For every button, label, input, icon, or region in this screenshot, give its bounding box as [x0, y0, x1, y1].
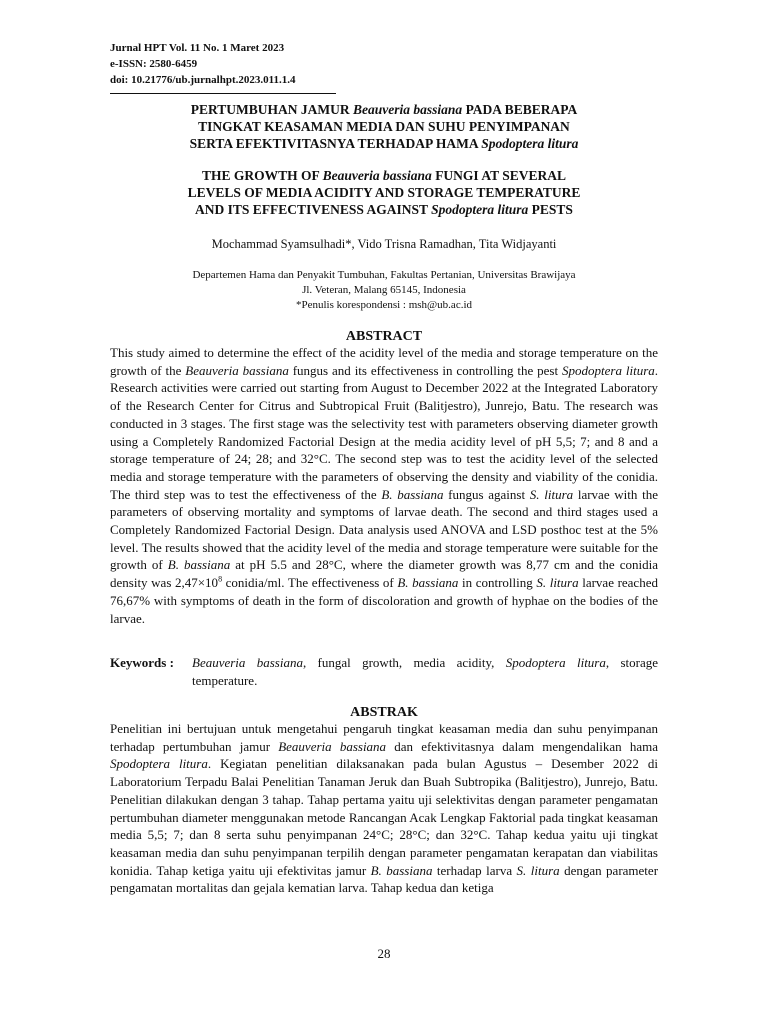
abstrak-text: terhadap larva	[432, 862, 517, 878]
abstract-text: larvae with the parameters of observing mortality and symptoms of larvae death. The second and third stages used a Completely Randomized Factorial Design. Data analysis used ANOVA and LSD posthoc test at the 5% level. The results showed that the acidity level of the media and storage temperature were suitable for the growth of	[110, 486, 658, 573]
title-id-species: Beauveria bassiana	[353, 102, 463, 117]
title-indonesian	[110, 101, 658, 152]
affiliation-address: Jl. Veteran, Malang 65145, Indonesia	[302, 284, 466, 296]
title-english	[110, 167, 658, 218]
abstract-text: fungus against	[443, 486, 530, 502]
journal-header	[110, 40, 296, 88]
abstract-italic: Beauveria bassiana	[185, 362, 289, 378]
title-id-pest: Spodoptera litura	[481, 136, 579, 151]
abstract-english-body	[110, 344, 658, 627]
abstract-indonesian-body	[110, 720, 658, 897]
abstrak-italic: Beauveria bassiana	[278, 738, 387, 754]
abstract-italic: Spodoptera litura	[562, 362, 655, 378]
title-en-text: FUNGI AT SEVERAL	[431, 168, 566, 183]
abstrak-heading: ABSTRAK	[350, 705, 418, 720]
journal-doi: doi: 10.21776/ub.jurnalhpt.2023.011.1.4	[110, 74, 296, 86]
title-id-text: PERTUMBUHAN JAMUR	[190, 102, 354, 117]
abstract-text: This study aimed to determine the effect of the acidity level of the media and storage temperature on the growth of the	[110, 345, 658, 378]
title-en-line-2: LEVELS OF MEDIA ACIDITY AND STORAGE TEMPERATURE	[187, 185, 581, 200]
title-id-text: SERTA EFEKTIVITASNYA TERHADAP HAMA	[189, 136, 482, 151]
abstract-heading: ABSTRACT	[345, 329, 423, 344]
abstrak-text: dan efektivitasnya dalam mengendalikan hama	[386, 738, 658, 754]
correspondence-email: *Penulis korespondensi : msh@ub.ac.id	[295, 299, 473, 311]
abstract-text: larvae reached 76,67% with symptoms of death in the form of discoloration and growth of hyphae on the bodies of the larvae.	[110, 575, 658, 626]
affiliation	[110, 268, 658, 313]
abstrak-italic: S. litura	[516, 862, 560, 878]
abstract-text: at pH 5.5 and 28°C, where the diameter growth was 8,77 cm and the conidia density was 2,47×10	[110, 557, 658, 591]
keyword-text: , storage temperature.	[192, 655, 658, 688]
abstract-text: in controlling	[458, 575, 537, 591]
abstract-text: conidia/ml. The effectiveness of	[222, 575, 398, 591]
title-en-text: AND ITS EFFECTIVENESS AGAINST	[195, 202, 432, 217]
header-divider	[110, 93, 336, 94]
author-list: Mochammad Syamsulhadi*, Vido Trisna Ramadhan, Tita Widjayanti	[211, 237, 557, 251]
keywords-list	[192, 654, 658, 690]
keyword-text: , fungal growth, media acidity,	[302, 655, 506, 670]
keyword-italic: Spodoptera litura	[505, 655, 606, 670]
abstract-text: fungus and its effectiveness in controlling the pest	[288, 362, 563, 378]
journal-eissn: e-ISSN: 2580-6459	[110, 58, 198, 70]
abstract-italic: B. bassiana	[167, 557, 231, 573]
abstrak-italic: B. bassiana	[370, 862, 433, 878]
abstract-text: . Research activities were carried out starting from August to December 2022 at the Integrated Laboratory of the Research Center for Citrus and Subtropical Fruit (Balitjestro), Junrejo, Batu. The research was conducted in 3 stages. The first stage was the selectivity test with parameters observing diameter growth using a Completely Randomized Factorial Design at the media acidity level of pH 5,5; 7; and 8 and a storage temperature of 24; 28; and 32°C. The second step was to test the acidity level of the selected media and storage temperature with the parameters of observing the density and viability of the conidia. The third step was to test the effectiveness of the	[110, 362, 659, 502]
title-id-line-2: TINGKAT KEASAMAN MEDIA DAN SUHU PENYIMPANAN	[198, 119, 570, 134]
affiliation-dept: Departemen Hama dan Penyakit Tumbuhan, Fakultas Pertanian, Universitas Brawijaya	[192, 269, 576, 281]
title-id-text: PADA BEBERAPA	[462, 102, 578, 117]
abstract-italic: S. litura	[536, 575, 579, 591]
abstrak-italic: Spodoptera litura	[110, 756, 208, 772]
keywords-label: Keywords :	[110, 655, 174, 670]
abstrak-text: dengan parameter pengamatan mortalitas dan gejala kematian larva. Tahap kedua dan ketiga	[110, 862, 659, 896]
title-en-text: THE GROWTH OF	[202, 168, 323, 183]
title-en-species: Beauveria bassiana	[322, 168, 432, 183]
abstrak-text: Penelitian ini bertujuan untuk mengetahui pengaruh tingkat keasaman media dan suhu penyimpanan terhadap pertumbuhan jamur	[110, 721, 658, 754]
journal-name: Jurnal HPT Vol. 11 No. 1 Maret 2023	[110, 42, 285, 54]
title-en-pest: Spodoptera litura	[431, 202, 529, 217]
page-number: 28	[377, 946, 391, 961]
exponent: 8	[218, 574, 223, 584]
abstract-italic: B. bassiana	[397, 575, 459, 591]
abstract-italic: B. bassiana	[381, 486, 444, 502]
keyword-italic: Beauveria bassiana	[192, 655, 303, 670]
abstrak-text: . Kegiatan penelitian dilaksanakan pada bulan Agustus – Desember 2022 di Laboratorium Terpadu Balai Penelitian Tanaman Jeruk dan Buah Subtropika (Balitjestro), Junrejo, Batu. Penelitian dilakukan dengan 3 tahap. Tahap pertama yaitu uji selektivitas dengan parameter pengamatan pertumbuhan diameter menggunakan metode Rancangan Acak Lengkap Faktorial pada tingkat keasaman media 5,5; 7; dan 8 serta suhu penyimpanan 24°C; 28°C; dan 32°C. Tahap kedua yaitu uji tingkat keasaman media dan suhu penyimpanan terpilih dengan parameter pengamatan kerapatan dan viabilitas konidia. Tahap ketiga yaitu uji efektivitas jamur	[110, 756, 658, 878]
abstract-italic: S. litura	[529, 486, 574, 502]
title-en-text: PESTS	[528, 202, 573, 217]
